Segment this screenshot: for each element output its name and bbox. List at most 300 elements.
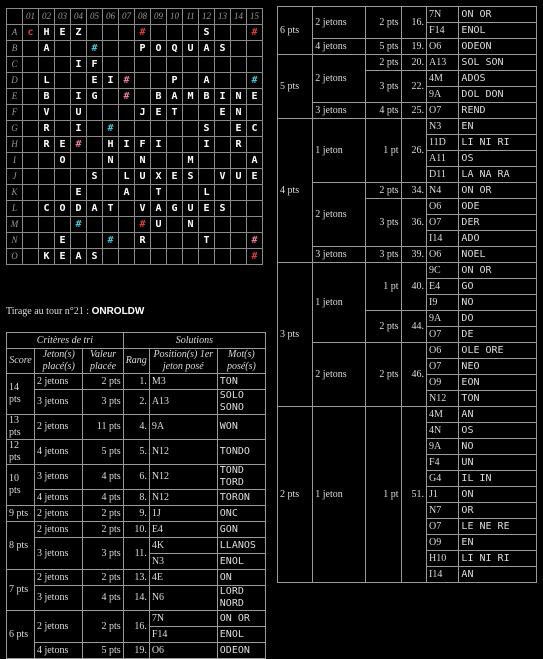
value-cell: 2 pts: [83, 570, 123, 586]
board-cell: [23, 41, 39, 57]
board-cell: #: [119, 89, 135, 105]
board-cell: N: [103, 153, 119, 169]
board-cell: [39, 57, 55, 73]
board-cell: E: [71, 185, 87, 201]
board-cell: c: [23, 25, 39, 41]
board-cell: [23, 121, 39, 137]
score-cell: 7 pts: [7, 570, 35, 611]
board-cell: [215, 249, 231, 265]
board-cell: [135, 73, 151, 89]
board-cell: [23, 169, 39, 185]
board-cell: [183, 25, 199, 41]
board-cell: M: [183, 153, 199, 169]
board-cell: [183, 57, 199, 73]
board-corner: [7, 9, 23, 25]
position-cell: O6: [427, 39, 459, 55]
word-cell: LLANOS: [217, 538, 265, 554]
position-cell: N7: [427, 503, 459, 519]
board-cell: A: [167, 89, 183, 105]
board-cell: [183, 105, 199, 121]
position-cell: O9: [427, 375, 459, 391]
board-cell: [151, 73, 167, 89]
board-cell: [103, 57, 119, 73]
col-header: 03: [55, 9, 71, 25]
position-cell: 1J: [149, 506, 217, 522]
header-solutions: Solutions: [123, 333, 265, 349]
column-header: Jeton(s) placé(s): [34, 349, 82, 374]
score-cell: 12 pts: [7, 440, 35, 465]
board-cell: E: [215, 105, 231, 121]
board-cell: P: [167, 73, 183, 89]
rank-cell: 19.: [123, 643, 149, 659]
board-cell: [151, 121, 167, 137]
word-cell: LI NI RI: [459, 135, 537, 151]
board-cell: [151, 153, 167, 169]
tokens-cell: 3 jetons: [34, 586, 82, 611]
col-header: 07: [119, 9, 135, 25]
board-cell: #: [135, 217, 151, 233]
header-criteria: Critères de tri: [7, 333, 124, 349]
board-cell: G: [167, 201, 183, 217]
word-cell: ODEON: [459, 39, 537, 55]
word-cell: DOL DON: [459, 87, 537, 103]
value-cell: 2 pts: [366, 7, 401, 39]
col-header: 02: [39, 9, 55, 25]
value-cell: 2 pts: [83, 374, 123, 390]
board-cell: [183, 185, 199, 201]
word-cell: TOND TORD: [217, 465, 265, 490]
board-cell: R: [135, 233, 151, 249]
column-header: Valeur placée: [83, 349, 123, 374]
word-cell: NO: [459, 439, 537, 455]
board-cell: [247, 201, 263, 217]
position-cell: 4M: [427, 407, 459, 423]
rank-cell: 44.: [401, 311, 427, 343]
solution-row: [278, 343, 537, 359]
board-cell: [215, 153, 231, 169]
value-cell: 3 pts: [366, 199, 401, 247]
row-header: G: [7, 121, 23, 137]
score-cell: 5 pts: [278, 55, 313, 119]
board-cell: U: [151, 217, 167, 233]
board-cell: Z: [71, 25, 87, 41]
board-cell: [87, 233, 103, 249]
board-cell: [167, 25, 183, 41]
board-cell: [87, 185, 103, 201]
board-cell: [151, 57, 167, 73]
position-cell: D11: [427, 167, 459, 183]
board-cell: U: [183, 41, 199, 57]
board-cell: E: [55, 137, 71, 153]
solution-row: [7, 522, 266, 538]
word-cell: REND: [459, 103, 537, 119]
value-cell: 4 pts: [83, 490, 123, 506]
board-cell: [71, 233, 87, 249]
solution-row: [7, 506, 266, 522]
board-cell: K: [39, 249, 55, 265]
position-cell: 4K: [149, 538, 217, 554]
col-header: 04: [71, 9, 87, 25]
rank-cell: 11.: [123, 538, 149, 570]
word-cell: ADO: [459, 231, 537, 247]
word-cell: EN: [459, 119, 537, 135]
row-header: N: [7, 233, 23, 249]
word-cell: ADOS: [459, 71, 537, 87]
row-header: J: [7, 169, 23, 185]
board-cell: N: [183, 217, 199, 233]
solution-row: [7, 490, 266, 506]
position-cell: A13: [427, 55, 459, 71]
rank-cell: 46.: [401, 343, 427, 407]
board-cell: [247, 41, 263, 57]
board-cell: [23, 73, 39, 89]
board-cell: E: [55, 249, 71, 265]
position-cell: O7: [427, 359, 459, 375]
col-header: 14: [231, 9, 247, 25]
solution-row: [278, 183, 537, 199]
board-cell: T: [151, 185, 167, 201]
position-cell: N12: [149, 440, 217, 465]
board-cell: [55, 185, 71, 201]
board-cell: [167, 233, 183, 249]
board-cell: [199, 57, 215, 73]
value-cell: 5 pts: [366, 39, 401, 55]
row-header: C: [7, 57, 23, 73]
position-cell: G4: [427, 471, 459, 487]
position-cell: O9: [427, 535, 459, 551]
word-cell: DO: [459, 311, 537, 327]
board-cell: [231, 201, 247, 217]
board-cell: #: [71, 137, 87, 153]
row-header: E: [7, 89, 23, 105]
tokens-cell: 4 jetons: [313, 39, 366, 55]
tokens-cell: 2 jetons: [313, 183, 366, 247]
board-cell: E: [247, 169, 263, 185]
board-cell: [87, 153, 103, 169]
word-cell: LI NI RI: [459, 551, 537, 567]
board-cell: [23, 249, 39, 265]
board-cell: A: [119, 185, 135, 201]
word-cell: ON OR: [459, 263, 537, 279]
board-cell: #: [247, 73, 263, 89]
word-cell: AN: [459, 567, 537, 583]
board-cell: [167, 121, 183, 137]
board-cell: [119, 41, 135, 57]
board-cell: I: [71, 57, 87, 73]
solution-row: [7, 538, 266, 554]
position-cell: O7: [427, 327, 459, 343]
rank-cell: 39.: [401, 247, 427, 263]
col-header: 13: [215, 9, 231, 25]
position-cell: A13: [149, 390, 217, 415]
rank-cell: 16.: [401, 7, 427, 39]
board-cell: B: [199, 89, 215, 105]
solutions-table-left: [6, 332, 266, 659]
board-cell: #: [103, 233, 119, 249]
board-cell: U: [183, 201, 199, 217]
position-cell: O7: [427, 215, 459, 231]
value-cell: 4 pts: [83, 586, 123, 611]
word-cell: NOEL: [459, 247, 537, 263]
rank-cell: 25.: [401, 103, 427, 119]
solutions-table-right: [277, 6, 537, 583]
word-cell: ONC: [217, 506, 265, 522]
board-cell: [39, 153, 55, 169]
board-cell: [135, 249, 151, 265]
board-cell: [87, 137, 103, 153]
board-cell: S: [199, 25, 215, 41]
board-cell: A: [71, 249, 87, 265]
rank-cell: 9.: [123, 506, 149, 522]
score-cell: 13 pts: [7, 415, 35, 440]
board-cell: [247, 217, 263, 233]
solution-row: [7, 440, 266, 465]
board-cell: N: [231, 105, 247, 121]
col-header: 12: [199, 9, 215, 25]
board-cell: [55, 57, 71, 73]
value-cell: 2 pts: [366, 183, 401, 199]
score-cell: 9 pts: [7, 506, 35, 522]
rank-cell: 14.: [123, 586, 149, 611]
board-cell: E: [87, 73, 103, 89]
value-cell: 11 pts: [83, 415, 123, 440]
board-cell: [119, 25, 135, 41]
board-cell: [167, 153, 183, 169]
board-cell: H: [103, 137, 119, 153]
word-cell: GO: [459, 279, 537, 295]
board-cell: T: [199, 233, 215, 249]
board-cell: [183, 137, 199, 153]
word-cell: ENOL: [217, 554, 265, 570]
board-cell: #: [87, 41, 103, 57]
board-cell: C: [247, 121, 263, 137]
board-cell: A: [199, 41, 215, 57]
score-cell: 4 pts: [278, 119, 313, 263]
position-cell: O6: [427, 343, 459, 359]
position-cell: N12: [427, 391, 459, 407]
board-cell: [119, 121, 135, 137]
board-cell: [55, 217, 71, 233]
board-cell: [247, 57, 263, 73]
board-cell: [231, 217, 247, 233]
rank-cell: 2.: [123, 390, 149, 415]
word-cell: ON: [459, 487, 537, 503]
tokens-cell: 2 jetons: [34, 374, 82, 390]
col-header: 11: [183, 9, 199, 25]
word-cell: AN: [459, 407, 537, 423]
board-cell: [103, 25, 119, 41]
solution-row: [7, 374, 266, 390]
position-cell: 11D: [427, 135, 459, 151]
word-cell: LE NE RE: [459, 519, 537, 535]
board-cell: G: [87, 89, 103, 105]
col-header: 15: [247, 9, 263, 25]
tokens-cell: 3 jetons: [34, 465, 82, 490]
col-header: 06: [103, 9, 119, 25]
tirage-letters: ONROLDW: [91, 306, 145, 317]
board-cell: [167, 137, 183, 153]
position-cell: J1: [427, 487, 459, 503]
board-cell: S: [215, 201, 231, 217]
board-cell: [167, 217, 183, 233]
board-cell: #: [247, 233, 263, 249]
board-cell: U: [135, 169, 151, 185]
board-cell: [199, 153, 215, 169]
board-cell: [199, 249, 215, 265]
board-cell: [71, 41, 87, 57]
board-cell: [39, 185, 55, 201]
board-cell: [39, 169, 55, 185]
word-cell: SOLO SONO: [217, 390, 265, 415]
board-cell: B: [151, 89, 167, 105]
tokens-cell: 3 jetons: [34, 390, 82, 415]
board-cell: S: [87, 169, 103, 185]
value-cell: 2 pts: [366, 311, 401, 343]
row-header: A: [7, 25, 23, 41]
rank-cell: 1.: [123, 374, 149, 390]
solution-row: [278, 407, 537, 423]
board-cell: [87, 217, 103, 233]
word-cell: TON: [217, 374, 265, 390]
board-cell: [55, 121, 71, 137]
position-cell: F14: [149, 627, 217, 643]
solution-row: [7, 415, 266, 440]
position-cell: A11: [427, 151, 459, 167]
rank-cell: 6.: [123, 465, 149, 490]
position-cell: I14: [427, 231, 459, 247]
board-cell: S: [183, 169, 199, 185]
tokens-cell: 4 jetons: [34, 490, 82, 506]
board-cell: [183, 249, 199, 265]
board-cell: [119, 217, 135, 233]
board-cell: [119, 153, 135, 169]
board-cell: [199, 217, 215, 233]
word-cell: ON OR: [217, 611, 265, 627]
board-cell: C: [39, 201, 55, 217]
board-cell: [247, 137, 263, 153]
board-cell: [215, 121, 231, 137]
board-cell: L: [119, 169, 135, 185]
board-cell: [23, 185, 39, 201]
value-cell: 4 pts: [366, 103, 401, 119]
solution-row: [278, 7, 537, 23]
position-cell: O6: [149, 643, 217, 659]
word-cell: ENOL: [217, 627, 265, 643]
board-cell: [215, 137, 231, 153]
board-cell: [135, 185, 151, 201]
board-cell: F: [87, 57, 103, 73]
rank-cell: 8.: [123, 490, 149, 506]
board-cell: [103, 169, 119, 185]
board-cell: [151, 249, 167, 265]
board-cell: S: [87, 249, 103, 265]
board-cell: [135, 89, 151, 105]
board-cell: O: [55, 153, 71, 169]
board-cell: N: [231, 89, 247, 105]
word-cell: TONDO: [217, 440, 265, 465]
board-cell: [55, 89, 71, 105]
row-header: K: [7, 185, 23, 201]
solution-row: [278, 103, 537, 119]
board-cell: V: [135, 201, 151, 217]
board-cell: [71, 169, 87, 185]
rank-cell: 51.: [401, 407, 427, 583]
rank-cell: 4.: [123, 415, 149, 440]
tokens-cell: 4 jetons: [34, 643, 82, 659]
position-cell: N3: [149, 554, 217, 570]
board-cell: [231, 249, 247, 265]
board-cell: I: [71, 121, 87, 137]
board-cell: [231, 233, 247, 249]
value-cell: 2 pts: [83, 506, 123, 522]
board-cell: [167, 185, 183, 201]
board-cell: [247, 105, 263, 121]
board-cell: [87, 25, 103, 41]
column-header: Score: [7, 349, 35, 374]
value-cell: 1 pt: [366, 407, 401, 583]
board-cell: T: [103, 201, 119, 217]
board-cell: [71, 73, 87, 89]
column-header: Position(s) 1er jeton posé: [149, 349, 217, 374]
board-cell: [55, 105, 71, 121]
board-cell: E: [199, 201, 215, 217]
board-cell: [151, 25, 167, 41]
word-cell: EON: [459, 375, 537, 391]
board-cell: #: [247, 25, 263, 41]
board-cell: A: [87, 201, 103, 217]
board-cell: [231, 25, 247, 41]
board-cell: [151, 233, 167, 249]
position-cell: 4N: [427, 423, 459, 439]
word-cell: ENOL: [459, 23, 537, 39]
value-cell: 3 pts: [83, 538, 123, 570]
board-cell: B: [39, 89, 55, 105]
rank-cell: 13.: [123, 570, 149, 586]
word-cell: ON OR: [459, 183, 537, 199]
position-cell: 7N: [427, 7, 459, 23]
board-cell: A: [199, 73, 215, 89]
word-cell: OR: [459, 503, 537, 519]
col-header: 10: [167, 9, 183, 25]
board-cell: A: [151, 201, 167, 217]
board-cell: U: [71, 105, 87, 121]
word-cell: LORD NORD: [217, 586, 265, 611]
board-cell: E: [55, 233, 71, 249]
position-cell: N4: [427, 183, 459, 199]
col-header: 08: [135, 9, 151, 25]
board-cell: [119, 105, 135, 121]
board-cell: E: [55, 25, 71, 41]
value-cell: 4 pts: [83, 465, 123, 490]
board-cell: [103, 41, 119, 57]
board-cell: [167, 249, 183, 265]
tirage-label: Tirage au tour n°21 :: [6, 306, 92, 317]
solution-row: [278, 39, 537, 55]
board-cell: [119, 201, 135, 217]
tokens-cell: 1 jeton: [313, 263, 366, 343]
board-cell: F: [135, 137, 151, 153]
word-cell: ODEON: [217, 643, 265, 659]
board-cell: [55, 73, 71, 89]
tokens-cell: 2 jetons: [313, 7, 366, 39]
board-cell: [23, 201, 39, 217]
rank-cell: 5.: [123, 440, 149, 465]
tokens-cell: 2 jetons: [313, 55, 366, 103]
position-cell: M3: [149, 374, 217, 390]
board-cell: I: [199, 137, 215, 153]
board-cell: S: [215, 41, 231, 57]
word-cell: SOL SON: [459, 55, 537, 71]
